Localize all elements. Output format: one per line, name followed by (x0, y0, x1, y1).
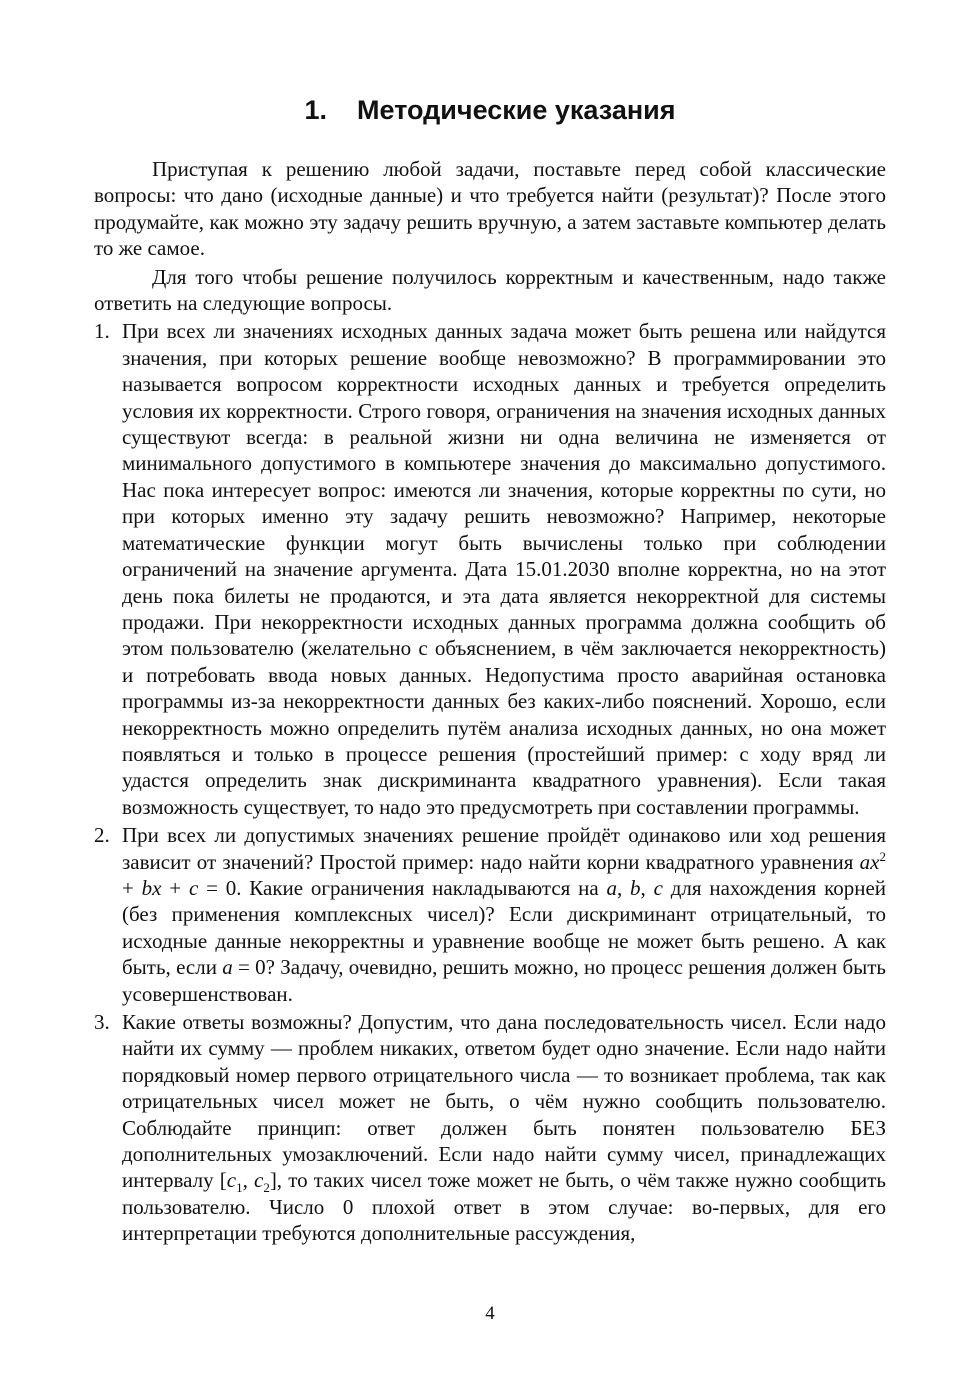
variable-c: c (653, 875, 663, 900)
equation-tail: = 0. Какие ограничения накладываются на (198, 875, 607, 900)
list-item-3-text-a: Какие ответы возможны? Допустим, что дана последовательность чисел. Если надо найти их сумму — проблем никаких, ответом будет одно значение. Если надо найти порядковый номер первого отрицательного числа — то возникает проблема, так как отрицательных чисел может не быть, о чём нужно сообщить пользователю. Соблюдайте принцип: ответ должен быть понятен пользователю БЕЗ дополнительных умозаключений. Если надо найти сумму чисел, принадлежащих интервалу [ (122, 1010, 886, 1193)
list-item-2-text-a: При всех ли допустимых значениях решение пройдёт одинаково или ход решения зависит от значений? Простой пример: надо найти корни квадратного уравнения (122, 823, 886, 874)
list-marker-1: 1. (94, 319, 110, 344)
equation-plus-2: + (161, 875, 189, 900)
page-content (94, 90, 886, 1249)
list-item-1 (94, 318, 886, 820)
variable-a-2: a (222, 955, 233, 980)
paragraph-intro: Приступая к решению любой задачи, поставьте перед собой классические вопросы: что дано (исходные данные) и что требуется найти (результат)? После этого продумайте, как можно эту задачу решить вручную, а затем заставьте компьютер делать то же самое. (94, 157, 886, 261)
equation-var-a: a (859, 849, 871, 874)
question-list (94, 318, 886, 1246)
list-item-3 (94, 1009, 886, 1247)
list-marker-2: 2. (94, 823, 110, 848)
separator-1: , (616, 875, 631, 900)
interval-c2: c (253, 1168, 264, 1193)
separator-2: , (640, 875, 654, 900)
interval-c1-subscript: 1 (236, 1180, 243, 1196)
body-text (94, 156, 886, 1247)
variable-b: b (630, 875, 641, 900)
equation-var-b: b (141, 875, 153, 900)
equation-var-x2: x (152, 875, 162, 900)
equation-var-x: x (870, 849, 880, 874)
section-title: Методические указания (357, 95, 676, 125)
equation-var-c: c (188, 875, 199, 900)
list-marker-3: 3. (94, 1010, 110, 1034)
list-item-2-text-b: для нахождения корней (без применения комплексных чисел)? Если дискриминант отрицательный, то исходные данные некорректны и уравнение вообще не может быть решено. А как быть, если (122, 875, 887, 980)
equation-plus-1: + (122, 875, 142, 900)
list-item-1-text: При всех ли значениях исходных данных задача может быть решена или найдутся значения, при которых решение вообще невозможно? В программировании это называется вопросом корректности исходных данных и требуется определить условия их корректности. Строго говоря, ограничения на значения исходных данных существуют всегда: в реальной жизни ни одна величина не изменяется от минимального допустимого в компьютере значения до максимально допустимого. Нас пока интересует вопрос: имеются ли значения, которые корректны по сути, но при которых именно эту задачу решить невозможно? Например, некоторые математические функции могут быть вычислены только при соблюдении ограничений на значение аргумента. Дата 15.01.2030 вполне корректна, но на этот день пока билеты не продаются, и эта дата является некорректной для системы продажи. При некорректности исходных данных программа должна сообщить об этом пользователю (желательно с объяснением, в чём заключается некорректность) и потребовать ввода новых данных. Недопустима просто аварийная остановка программы из-за некорректности данных без каких-либо пояснений. Хорошо, если некорректность можно определить путём анализа исходных данных, но она может появляться и только в процессе решения (простейший пример: с ходу вряд ли удастся определить знак дискриминанта квадратного уравнения). Если такая возможность существует, то надо это предусмотреть при составлении программы. (122, 319, 886, 819)
section-number: 1. (304, 95, 328, 125)
page-number: 4 (485, 1303, 495, 1324)
interval-c2-subscript: 2 (263, 1180, 270, 1196)
paragraph-questions: Для того чтобы решение получилось корректным и качественным, надо также ответить на следующие вопросы. (94, 264, 886, 316)
section-heading (94, 90, 886, 130)
list-item-3-text-b: ], то таких чисел тоже может не быть, о чём также нужно сообщить пользователю. Число 0 плохой ответ в этом случае: во-первых, для его интерпретации требуются дополнительные рассуждения, (122, 1168, 886, 1246)
equation-exponent: 2 (879, 848, 886, 864)
variable-a: a (606, 875, 617, 900)
list-item-2-text-c: = 0? Задачу, очевидно, решить можно, но процесс решения должен быть усовершенствован. (122, 955, 886, 1006)
list-item-2 (94, 822, 886, 1007)
interval-separator: , (242, 1168, 254, 1193)
interval-c1: c (226, 1168, 237, 1193)
